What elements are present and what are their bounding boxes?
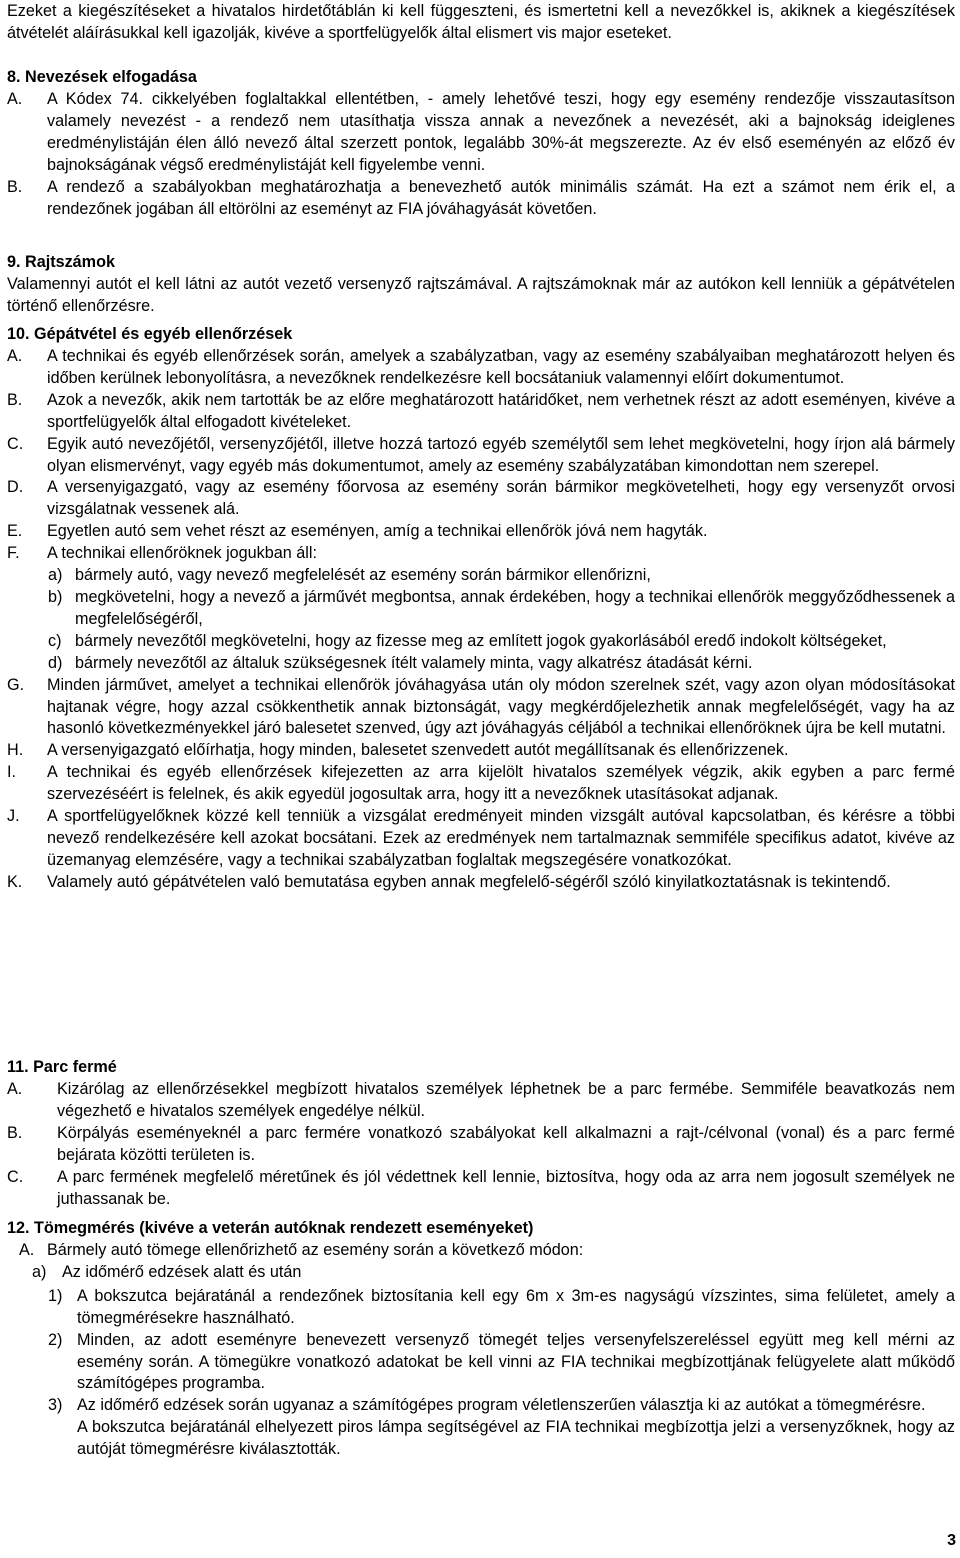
item-text: A sportfelügyelőknek közzé kell tenniük a vizsgálat eredményeit minden vizsgált autóval kapcsolatban, és kérésre a többi nevező rendelkezésére kell azokat bocsátani. Ezek az eredmények nem tartalmaznak semmiféle specifikus adatot, kivéve az üzemanyag elemzésére, vagy a technikai szabályzatban foglaltak megszegésére vonatkozókat. bbox=[47, 807, 955, 869]
section-10-item-h bbox=[7, 740, 955, 762]
item-marker: B. bbox=[7, 1123, 23, 1142]
page-number: 3 bbox=[947, 1532, 956, 1549]
section-10-item-g bbox=[7, 675, 955, 741]
section-12-sub-a bbox=[7, 1262, 955, 1284]
section-8-heading: 8. Nevezések elfogadása bbox=[7, 68, 197, 86]
num-text: Az időmérő edzések során ugyanaz a számítógépes program véletlenszerűen választja ki az autókat a tömegmérésre. bbox=[77, 1396, 926, 1415]
section-10-heading: 10. Gépátvétel és egyéb ellenőrzések bbox=[7, 325, 293, 343]
sub-marker: d) bbox=[48, 653, 63, 672]
section-10-f-sub-b bbox=[7, 587, 955, 631]
sub-marker: c) bbox=[48, 631, 62, 650]
num-text: A bokszutca bejáratánál a rendezőnek biztosítania kell egy 6m x 3m-es nagyságú vízszintes, sima felületet, amely a tömegmérésekre használható. bbox=[77, 1286, 955, 1327]
item-marker: A. bbox=[7, 347, 23, 365]
item-text: A technikai és egyéb ellenőrzések kifejezetten az arra kijelölt hivatalos személyek végzik, akik egyben a parc fermé szervezéséért is felelnek, és akik egyedül jogosultak arra, hogy itt a nevezőknek utasításokat adjanak. bbox=[47, 763, 955, 804]
item-text: A rendező a szabályokban meghatározhatja a benevezhető autók minimális számát. Ha ezt a számot nem érik el, a rendezőnek jogában áll eltörölni az eseményt az FIA jóváhagyását követően. bbox=[47, 177, 955, 218]
section-10-item-d bbox=[7, 477, 955, 521]
section-10-item-a bbox=[7, 346, 955, 390]
item-marker: B. bbox=[7, 177, 23, 196]
item-marker: E. bbox=[7, 522, 23, 541]
item-text: Egyetlen autó sem vehet részt az eseményen, amíg a technikai ellenőrök jóvá nem hagyták. bbox=[47, 522, 708, 541]
section-10-body bbox=[7, 346, 955, 894]
sub-marker: a) bbox=[32, 1262, 47, 1281]
section-12-body bbox=[7, 1240, 955, 1461]
sub-text: bármely nevezőtől az általuk szükségesnek ítélt valamely minta, vagy alkatrész átadását kérni. bbox=[75, 653, 753, 672]
section-12-num-2 bbox=[7, 1330, 955, 1396]
section-12-num-1 bbox=[7, 1286, 955, 1330]
intro-paragraph: Ezeket a kiegészítéseket a hivatalos hirdetőtáblán ki kell függeszteni, és ismertetni kell a nevezőkkel is, akiknek a kiegészítések átvételét aláírásukkal kell igazolják, kivéve a sportfelügyelők által elismert vis major eseteket. bbox=[7, 2, 955, 42]
section-8-item-a bbox=[7, 89, 955, 177]
sub-text: bármely autó, vagy nevező megfelelését az esemény során bármikor ellenőrizni, bbox=[75, 566, 651, 585]
item-marker: A. bbox=[7, 1080, 23, 1098]
item-text: Kizárólag az ellenőrzésekkel megbízott hivatalos személyek léphetnek be a parc fermébe. Semmiféle beavatkozás nem végezhető e hivatalos személyek engedélye nélkül. bbox=[57, 1080, 955, 1120]
section-11-item-b bbox=[7, 1123, 955, 1167]
section-9-heading: 9. Rajtszámok bbox=[7, 253, 115, 271]
section-10-item-e bbox=[7, 521, 955, 543]
item-text: A versenyigazgató előírhatja, hogy minden, balesetet szenvedett autót megállítsanak és ellenőrizzenek. bbox=[47, 741, 789, 760]
item-marker: B. bbox=[7, 390, 23, 409]
item-marker: J. bbox=[7, 807, 20, 826]
section-10-item-c bbox=[7, 434, 955, 478]
item-text: Minden járművet, amelyet a technikai ellenőrök jóváhagyása után oly módon szerelnek szét, vagy azon olyan módosításokat hajtanak végre, hogy azzal csökkenthetik annak biztonságát, vagy megkérdőjelezhetik annak megfelelőségét, vagy ha az hasonló következményekkel járó balesetet szenved, úgy azt jóváhagyás céljából a technikai ellenőröknek újra be kell mutatni. bbox=[47, 675, 955, 738]
section-10-item-j bbox=[7, 806, 955, 872]
section-10-f-sub-d bbox=[7, 653, 955, 675]
section-12-heading: 12. Tömegmérés (kivéve a veterán autóknak rendezett eseményeket) bbox=[7, 1219, 534, 1237]
item-text: A parc fermének megfelelő méretűnek és jól védettnek kell lennie, biztosítva, hogy oda az arra nem jogosult személyek ne juthassanak be. bbox=[57, 1167, 955, 1208]
section-11-item-c bbox=[7, 1167, 955, 1211]
section-10-item-k bbox=[7, 872, 955, 894]
item-text: A Kódex 74. cikkelyében foglaltakkal ellentétben, - amely lehetővé teszi, hogy egy esemény rendezője visszautasítson valamely nevezést - a rendező nem utasíthatja vissza annak a nevezőnek a nevezését, aki a bajnokság ideiglenes eredménylistáján élen álló nevező által szerzett pontok, legalább 30%-át megszerezte. Az év első eseményén az előző év bajnokságának végső eredménylistáját kell figyelembe venni. bbox=[47, 90, 955, 174]
sub-text: bármely nevezőtől megkövetelni, hogy az fizesse meg az említett jogok gyakorlásából eredő indokolt költségeket, bbox=[75, 631, 887, 650]
item-text: A versenyigazgató, vagy az esemény főorvosa az esemény során bármikor megkövetelheti, hogy egy versenyzőt orvosi vizsgálatnak vessenek alá. bbox=[47, 478, 955, 519]
section-11-body bbox=[7, 1079, 955, 1210]
item-text: Bármely autó tömege ellenőrizhető az esemény során a következő módon: bbox=[47, 1241, 584, 1259]
section-12-tail: A bokszutca bejáratánál elhelyezett piros lámpa segítségével az FIA technikai megbízottja jelzi a versenyzőknek, hogy az autóját tömegmérésre kiválasztották. bbox=[77, 1418, 955, 1459]
section-10-f-sub-c bbox=[7, 631, 955, 653]
num-marker: 3) bbox=[48, 1396, 63, 1415]
item-marker: A. bbox=[7, 90, 23, 108]
item-marker: D. bbox=[7, 478, 24, 497]
item-marker: C. bbox=[7, 1167, 24, 1186]
sub-marker: a) bbox=[48, 566, 63, 585]
sub-text: Az időmérő edzések alatt és után bbox=[62, 1262, 302, 1281]
item-text: Azok a nevezők, akik nem tartották be az előre meghatározott határidőket, nem verhetnek részt az adott eseményen, kivéve a sportfelügyelők által elfogadott kivételeket. bbox=[47, 390, 955, 431]
item-marker: G. bbox=[7, 675, 25, 694]
section-8-item-b bbox=[7, 177, 955, 221]
num-marker: 2) bbox=[48, 1330, 63, 1349]
section-10-item-f bbox=[7, 543, 955, 565]
section-12-num-3 bbox=[7, 1395, 955, 1417]
item-marker: A. bbox=[19, 1241, 35, 1259]
section-12-item-a bbox=[7, 1240, 955, 1262]
section-11-heading: 11. Parc fermé bbox=[7, 1058, 117, 1076]
section-9-text: Valamennyi autót el kell látni az autót vezető versenyző rajtszámával. A rajtszámoknak már az autókon kell lenniük a gépátvételen történő ellenőrzésre. bbox=[7, 275, 955, 315]
num-marker: 1) bbox=[48, 1286, 63, 1305]
item-text: A technikai és egyéb ellenőrzések során, amelyek a szabályzatban, vagy az esemény szabályaiban meghatározott helyen és időben kerülnek lebonyolításra, a nevezőknek rendelkezésre kell bocsátaniuk valamennyi előírt dokumentumot. bbox=[47, 347, 955, 387]
section-11-item-a bbox=[7, 1079, 955, 1123]
item-marker: K. bbox=[7, 872, 23, 891]
section-10-f-sub-a bbox=[7, 565, 955, 587]
sub-marker: b) bbox=[48, 587, 63, 606]
item-marker: C. bbox=[7, 434, 24, 453]
item-text: A technikai ellenőröknek jogukban áll: bbox=[47, 544, 317, 563]
item-text: Valamely autó gépátvételen való bemutatása egyben annak megfelelő-ségéről szóló kinyilatkoztatásnak is tekintendő. bbox=[47, 872, 891, 891]
item-marker: I. bbox=[7, 763, 16, 782]
item-marker: H. bbox=[7, 741, 24, 760]
sub-text: megkövetelni, hogy a nevező a járművét megbontsa, annak érdekében, hogy a technikai ellenőrök meggyőződhessenek a megfelelőségéről, bbox=[75, 587, 955, 628]
item-text: Egyik autó nevezőjétől, versenyzőjétől, illetve hozzá tartozó egyéb személytől sem lehet megkövetelni, hogy írjon alá bármely olyan elismervényt, vagy egyéb más dokumentumot, amely az esemény szabályzatában kimondottan nem szerepel. bbox=[47, 434, 955, 475]
item-text: Körpályás eseményeknél a parc fermére vonatkozó szabályokat kell alkalmazni a rajt-/célvonal (vonal) és a parc fermé bejárata közötti területen is. bbox=[57, 1123, 955, 1164]
section-8-body bbox=[7, 89, 955, 220]
item-marker: F. bbox=[7, 544, 20, 563]
section-10-item-b bbox=[7, 390, 955, 434]
section-10-item-i bbox=[7, 762, 955, 806]
num-text: Minden, az adott eseményre benevezett versenyző tömegét teljes versenyfelszereléssel együtt meg kell mérni az esemény során. A tömegükre vonatkozó adatokat be kell vinni az FIA technikai megbízottjának felügyelete alatt működő számítógépes programba. bbox=[77, 1330, 955, 1393]
